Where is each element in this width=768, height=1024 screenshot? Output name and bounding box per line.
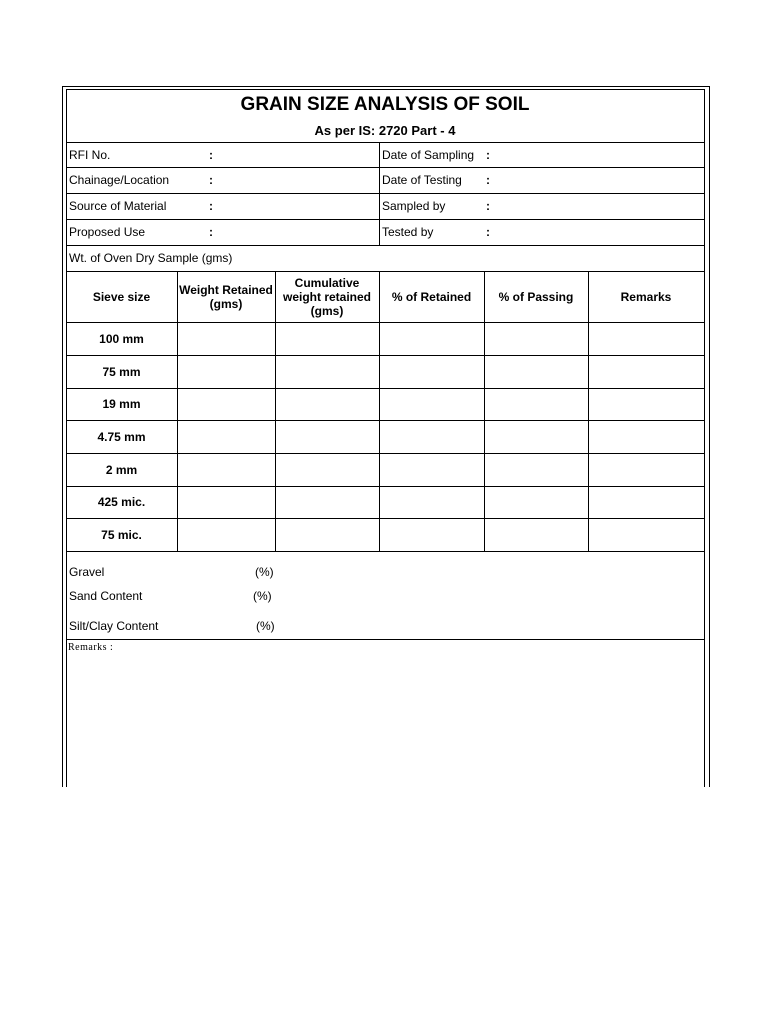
sieve-size-cell: 75 mic. — [101, 528, 142, 542]
field-colon: : — [209, 173, 213, 187]
summary-label-sand-content: Sand Content — [69, 589, 143, 603]
sieve-size-cell: 2 mm — [105, 463, 138, 477]
summary-unit: (%) — [256, 619, 275, 633]
summary-unit: (%) — [253, 589, 272, 603]
divider — [66, 322, 704, 323]
divider — [66, 167, 704, 168]
field-label-date-of-sampling: Date of Sampling — [382, 148, 475, 162]
divider — [66, 639, 704, 640]
field-label-rfi-no: RFI No. — [69, 148, 111, 162]
field-colon: : — [486, 199, 490, 213]
header-weight-retained: Weight Retained (gms) — [179, 282, 273, 311]
field-label-date-of-testing: Date of Testing — [382, 173, 462, 187]
divider — [66, 219, 704, 220]
sieve-size-cell: 75 mm — [102, 365, 141, 379]
summary-label-silt-clay-content: Silt/Clay Content — [69, 619, 159, 633]
oven-dry-sample-label: Wt. of Oven Dry Sample (gms) — [69, 251, 233, 265]
field-label-source-of-material: Source of Material — [69, 199, 167, 213]
summary-label-gravel: Gravel — [69, 565, 105, 579]
summary-unit: (%) — [255, 565, 274, 579]
form-subtitle: As per IS: 2720 Part - 4 — [314, 123, 456, 138]
header-percent-retained: % of Retained — [391, 289, 472, 304]
sieve-size-cell: 4.75 mm — [97, 430, 146, 444]
header-remarks: Remarks — [620, 289, 672, 304]
field-label-proposed-use: Proposed Use — [69, 225, 146, 239]
field-colon: : — [486, 173, 490, 187]
sieve-size-cell: 100 mm — [99, 332, 144, 346]
field-colon: : — [209, 148, 213, 162]
divider — [66, 486, 704, 487]
form-title: GRAIN SIZE ANALYSIS OF SOIL — [240, 94, 530, 115]
field-colon: : — [486, 148, 490, 162]
header-percent-passing: % of Passing — [498, 289, 574, 304]
divider — [66, 355, 704, 356]
divider — [379, 142, 380, 245]
divider — [66, 551, 704, 552]
divider — [66, 518, 704, 519]
sieve-size-cell: 19 mm — [102, 397, 141, 411]
field-colon: : — [209, 225, 213, 239]
divider — [66, 142, 704, 143]
remarks-label: Remarks : — [68, 642, 114, 653]
sieve-size-cell: 425 mic. — [97, 495, 146, 509]
header-cumulative-weight-retained: Cumulative weight retained (gms) — [282, 275, 371, 318]
field-label-tested-by: Tested by — [382, 225, 434, 239]
divider — [66, 453, 704, 454]
divider — [66, 420, 704, 421]
header-sieve-size: Sieve size — [92, 289, 151, 304]
divider — [66, 193, 704, 194]
field-label-chainage-location: Chainage/Location — [69, 173, 170, 187]
divider — [66, 388, 704, 389]
field-colon: : — [209, 199, 213, 213]
field-label-sampled-by: Sampled by — [382, 199, 446, 213]
field-colon: : — [486, 225, 490, 239]
divider — [66, 245, 704, 246]
